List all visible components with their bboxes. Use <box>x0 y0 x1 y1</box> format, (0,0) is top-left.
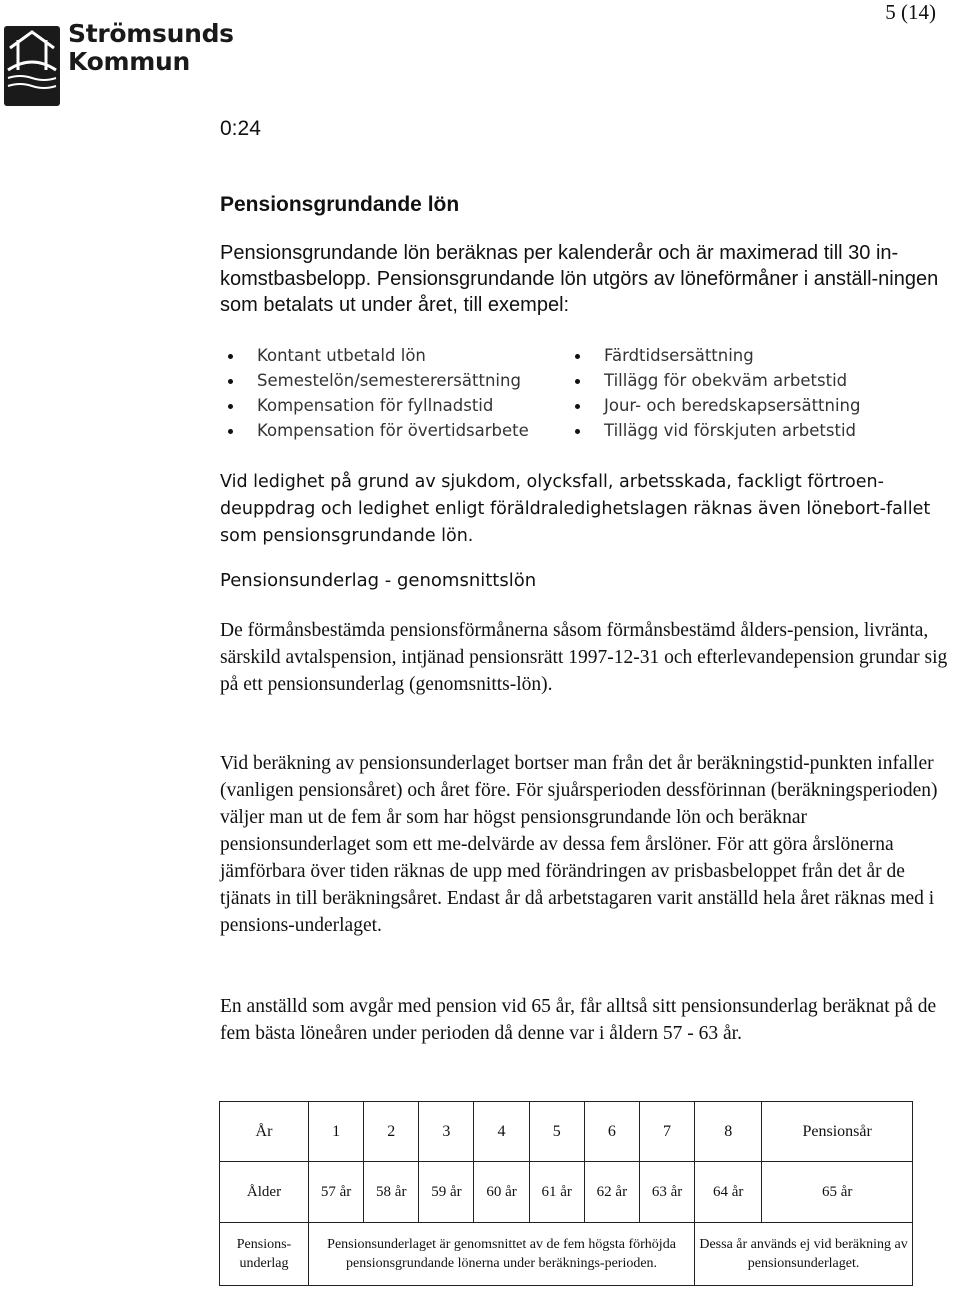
table-cell: 65 år <box>762 1162 913 1223</box>
examples-list-right <box>570 343 860 443</box>
table-cell: 57 år <box>309 1162 364 1223</box>
example-paragraph: En anställd som avgår med pension vid 65 år, får alltså sitt pensionsunderlag beräknat på de fem bästa löneåren under perioden då denne var i åldern 57 - 63 år. <box>220 996 937 1044</box>
list-item: Färdtidsersättning <box>570 343 860 368</box>
intro-rest: komstbasbelopp. Pensionsgrundande lön utgörs av löneförmåner i anställ-ningen som betalats ut under året, till exempel: <box>220 268 939 316</box>
table-cell: 6 <box>584 1102 639 1162</box>
table-row-label: År <box>220 1102 309 1162</box>
table-cell: 8 <box>695 1102 762 1162</box>
table-cell: 7 <box>639 1102 694 1162</box>
calculation-paragraph: Vid beräkning av pensionsunderlaget bortser man från det år beräkningstid-punkten infaller (vanligen pensionsåret) och året före. För sjuårsperioden dessförinnan (beräkningsperioden) väljer man ut de fem år som har högst pensionsgrundande lön och beräknar pensionsunderlaget som ett me-delvärde av dessa fem årslöner. För att göra årslönerna jämförbara över tiden räknas de upp med förändringen av prisbasbeloppet från det år de tjänats in till beräkningsåret. Endast år då arbetstagaren varit anställd hela året räknas med i pensions-underlaget. <box>220 753 938 936</box>
table-row-year <box>220 1102 913 1162</box>
intro-paragraph <box>220 240 955 318</box>
table-cell-excluded-note: Dessa år används ej vid beräkning av pensionsunderlaget. <box>695 1223 913 1286</box>
list-item: Kontant utbetald lön <box>223 343 529 368</box>
table-cell: 63 år <box>639 1162 694 1223</box>
section-heading-pgl: Pensionsgrundande lön <box>220 193 460 216</box>
logo-line-2: Kommun <box>68 47 191 76</box>
page-number: 5 (14) <box>885 0 936 24</box>
table-row-age <box>220 1162 913 1223</box>
table-row-underlag <box>220 1223 913 1286</box>
pension-period-table <box>219 1101 913 1286</box>
table-cell: 5 <box>529 1102 584 1162</box>
logo-line-1: Strömsunds <box>68 19 234 48</box>
table-cell: 3 <box>419 1102 474 1162</box>
table-cell: Pensionsår <box>762 1102 913 1162</box>
table-row-label: Ålder <box>220 1162 309 1223</box>
table-cell: 1 <box>309 1102 364 1162</box>
table-row-label: Pensions-underlag <box>220 1223 309 1286</box>
examples-list-left <box>223 343 529 443</box>
table-cell: 59 år <box>419 1162 474 1223</box>
list-item: Kompensation för fyllnadstid <box>223 393 529 418</box>
list-item: Tillägg för obekväm arbetstid <box>570 368 860 393</box>
table-cell: 60 år <box>474 1162 529 1223</box>
timecode: 0:24 <box>220 117 261 140</box>
intro-line-1: Pensionsgrundande lön beräknas per kalenderår och är maximerad till 30 in- <box>220 242 899 264</box>
list-item: Jour- och beredskapsersättning <box>570 393 860 418</box>
table-cell: 62 år <box>584 1162 639 1223</box>
table-cell: 61 år <box>529 1162 584 1223</box>
list-item: Semestelön/semesterersättning <box>223 368 529 393</box>
list-item: Kompensation för övertidsarbete <box>223 418 529 443</box>
table-cell: 4 <box>474 1102 529 1162</box>
list-item: Tillägg vid förskjuten arbetstid <box>570 418 860 443</box>
section-heading-underlag: Pensionsunderlag - genomsnittslön <box>220 570 537 591</box>
table-cell: 58 år <box>364 1162 419 1223</box>
benefits-paragraph: De förmånsbestämda pensionsförmånerna såsom förmånsbestämd ålders-pension, livränta, särskild avtalspension, intjänad pensionsrätt 1997-12-31 och efterlevandepension grundar sig på ett pensionsunderlag (genomsnitts-lön). <box>220 620 948 695</box>
table-cell-period-note: Pensionsunderlaget är genomsnittet av de fem högsta förhöjda pensionsgrundande lönerna under beräknings-perioden. <box>309 1223 695 1286</box>
bridge-crest-icon <box>0 18 64 108</box>
table-cell: 2 <box>364 1102 419 1162</box>
logo-wordmark <box>68 20 234 76</box>
leave-paragraph: Vid ledighet på grund av sjukdom, olycksfall, arbetsskada, fackligt förtroen-deuppdrag och ledighet enligt föräldraledighetslagen räknas även lönebort-fallet som pensionsgrundande lön. <box>220 472 931 546</box>
table-cell: 64 år <box>695 1162 762 1223</box>
